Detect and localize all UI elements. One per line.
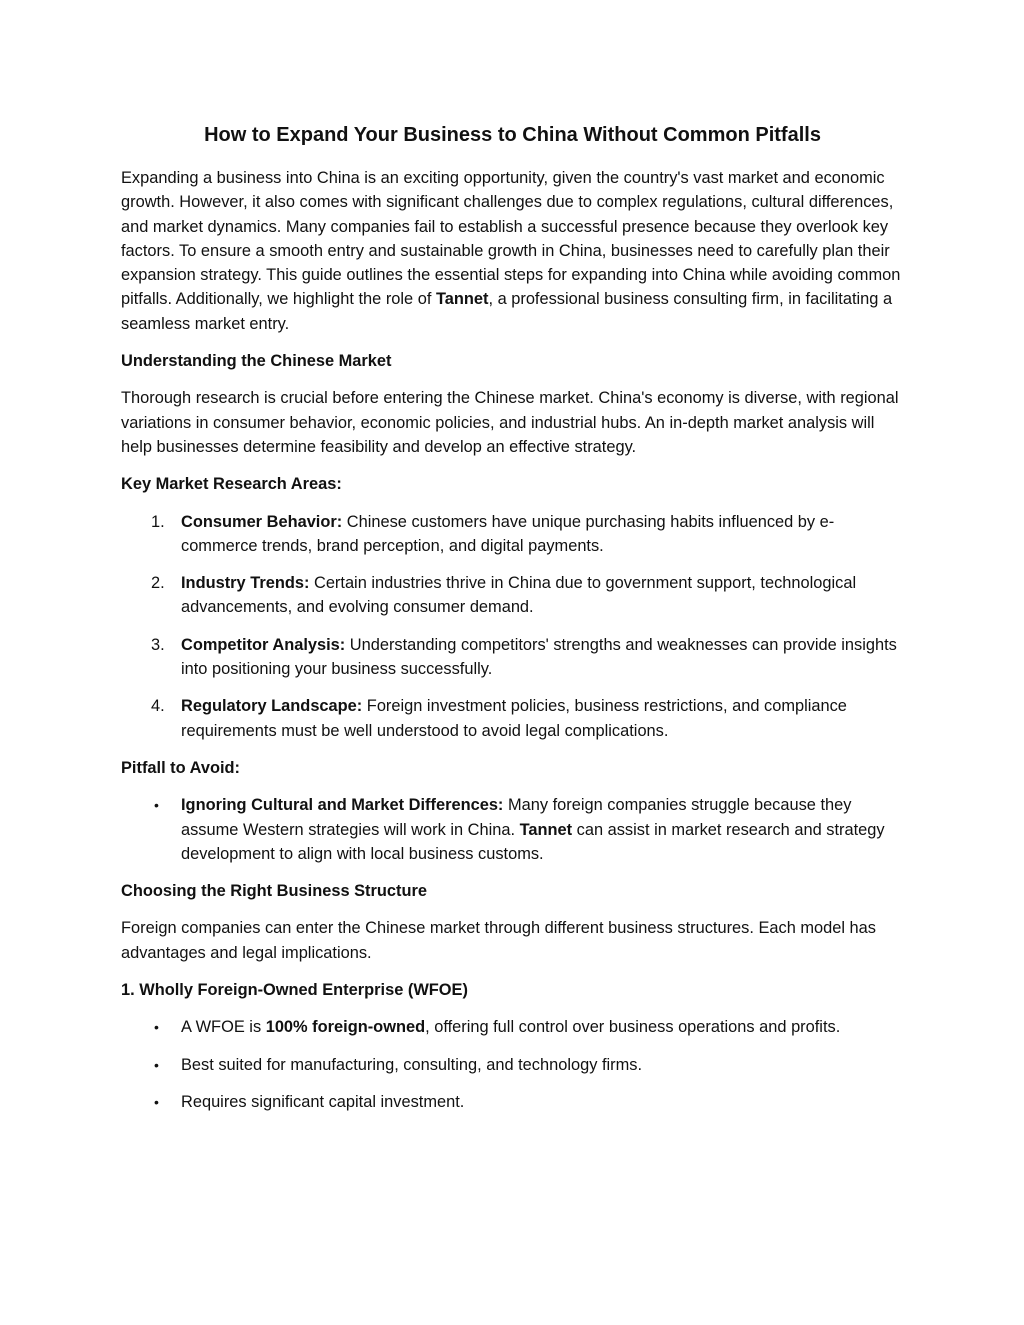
market-paragraph: Thorough research is crucial before entering the Chinese market. China's economy is diverse, with regional variations in consumer behavior, economic policies, and industrial hubs. An in-depth market analysis will help businesses determine feasibility and develop an effective strategy.: [121, 389, 899, 456]
list-number: 3.: [151, 635, 165, 654]
pitfall-text-1: Many foreign companies struggle because they assume Western strategies will work in China.: [181, 796, 852, 839]
intro-text-2: , a professional business consulting firm, in facilitating a seamless market entry.: [121, 290, 893, 333]
pitfall-list: [121, 793, 904, 866]
list-item: [121, 1053, 904, 1077]
pitfall-heading: Pitfall to Avoid:: [121, 758, 240, 777]
wfoe-text-post: , offering full control over business operations and profits.: [425, 1018, 841, 1037]
list-number: 2.: [151, 574, 165, 593]
list-item: [121, 694, 904, 743]
wfoe-heading: 1. Wholly Foreign-Owned Enterprise (WFOE): [121, 981, 468, 1000]
wfoe-list: [121, 1015, 904, 1114]
pitfall-term: Ignoring Cultural and Market Differences:: [181, 796, 504, 815]
list-item-term: Industry Trends:: [181, 574, 310, 593]
list-item-text: Chinese customers have unique purchasing habits influenced by e-commerce trends, brand perception, and digital payments.: [181, 512, 835, 555]
list-item-text: Certain industries thrive in China due to government support, technological advancements, and evolving consumer demand.: [181, 574, 857, 617]
list-item: [121, 1015, 904, 1039]
list-item: [121, 793, 904, 866]
research-areas-heading: Key Market Research Areas:: [121, 475, 342, 494]
research-areas-list: [121, 510, 904, 743]
wfoe-text-pre: A WFOE is: [181, 1018, 266, 1037]
wfoe-text-pre: Best suited for manufacturing, consulting, and technology firms.: [181, 1055, 643, 1074]
list-number: 1.: [151, 512, 165, 531]
bullet-icon: •: [154, 1093, 159, 1110]
wfoe-text-bold: 100% foreign-owned: [265, 1018, 426, 1037]
list-item: [121, 633, 904, 682]
list-item-text: Understanding competitors' strengths and weaknesses can provide insights into positioning your business successfully.: [181, 635, 897, 679]
pitfall-brand: Tannet: [519, 820, 573, 839]
bullet-icon: •: [154, 1019, 159, 1036]
page-title: How to Expand Your Business to China Without Common Pitfalls: [204, 124, 821, 146]
intro-text-1: Expanding a business into China is an exciting opportunity, given the country's vast market and economic growth. However, it also comes with significant challenges due to complex regulations, cultural differences, and market dynamics. Many companies fail to establish a successful presence because they overlook key factors. To ensure a smooth entry and sustainable growth in China, businesses need to carefully plan their expansion strategy. This guide outlines the essential steps for expanding into China while avoiding common pitfalls. Additionally, we highlight the role of: [121, 169, 901, 309]
structure-paragraph: Foreign companies can enter the Chinese market through different business structures. Each model has advantages and legal implications.: [121, 919, 876, 962]
intro-paragraph: [121, 166, 904, 336]
list-item: [121, 1090, 904, 1114]
pitfall-text-2: can assist in market research and strategy development to align with local business customs.: [181, 820, 885, 863]
list-item-term: Competitor Analysis:: [181, 635, 346, 654]
bullet-icon: •: [154, 1056, 159, 1073]
section-heading-structure: Choosing the Right Business Structure: [121, 882, 427, 901]
intro-brand: Tannet: [435, 290, 489, 309]
section-heading-market: Understanding the Chinese Market: [121, 352, 392, 371]
list-item-term: Regulatory Landscape:: [181, 697, 363, 716]
list-item-term: Consumer Behavior:: [181, 512, 343, 531]
list-item: [121, 510, 904, 559]
list-item: [121, 571, 904, 620]
bullet-icon: •: [154, 797, 159, 814]
list-item-text: Foreign investment policies, business restrictions, and compliance requirements must be well understood to avoid legal complications.: [181, 697, 847, 740]
list-number: 4.: [151, 697, 165, 716]
wfoe-text-pre: Requires significant capital investment.: [181, 1092, 465, 1111]
